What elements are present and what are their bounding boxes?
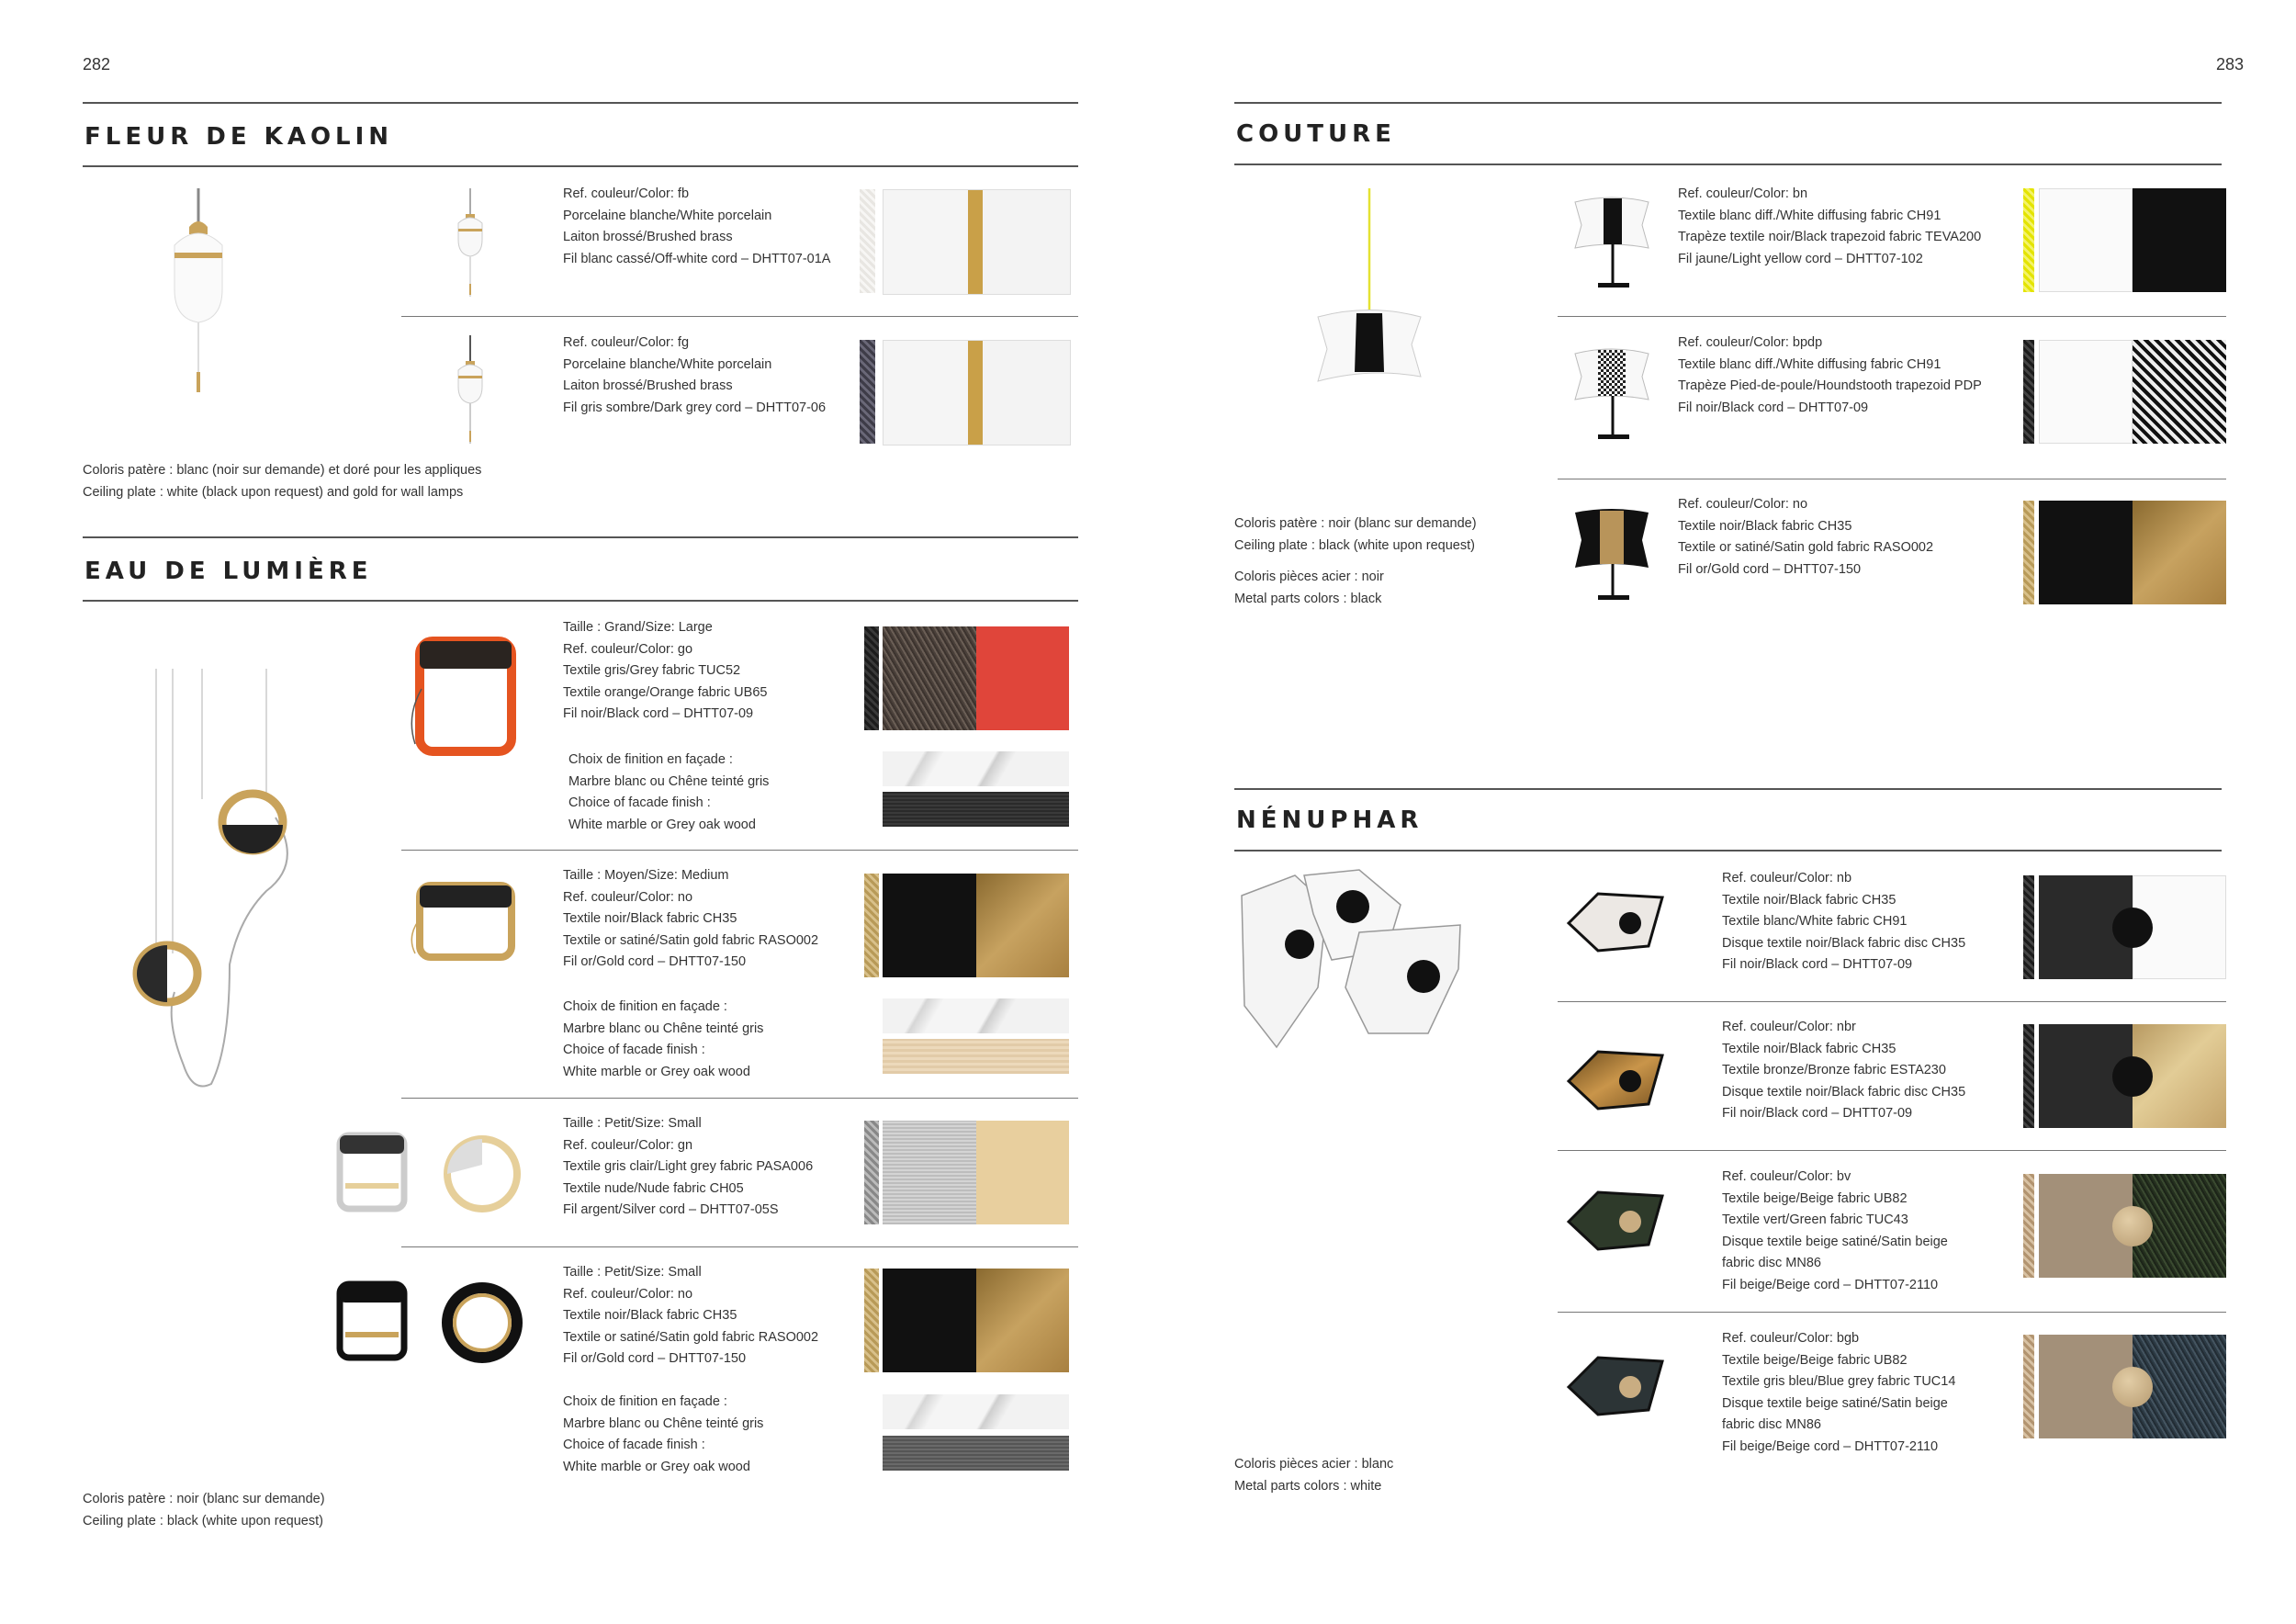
row-divider bbox=[1558, 1001, 2226, 1002]
material-swatch-porcelain-brass bbox=[883, 189, 1071, 295]
spec-line: Porcelaine blanche/White porcelain bbox=[563, 356, 772, 372]
fabric-swatch-satin-gold bbox=[2133, 501, 2226, 604]
nenuphar-variant-bgb-specs bbox=[1722, 1328, 1955, 1458]
spec-line: Fil beige/Beige cord – DHTT07-2110 bbox=[1722, 1277, 1939, 1292]
spec-line: fabric disc MN86 bbox=[1722, 1256, 1821, 1270]
section-divider bbox=[83, 600, 1078, 602]
fabric-swatch-black bbox=[883, 874, 976, 977]
eau-de-lumiere-small-no-finish bbox=[563, 1392, 763, 1478]
cord-swatch-black bbox=[2023, 1024, 2034, 1128]
spec-line: Textile noir/Black fabric CH35 bbox=[1722, 892, 1896, 908]
section-divider bbox=[1234, 850, 2222, 851]
disc-swatch-beige bbox=[2112, 1206, 2153, 1246]
spec-line: Ref. couleur/Color: nb bbox=[1722, 871, 1852, 885]
nenuphar-nb-image bbox=[1561, 886, 1671, 960]
finish-swatch-grey-oak bbox=[883, 792, 1069, 827]
cord-swatch-gold bbox=[864, 1269, 879, 1372]
nenuphar-bgb-image bbox=[1561, 1350, 1671, 1424]
row-divider bbox=[1558, 1150, 2226, 1151]
spec-line: Disque textile beige satiné/Satin beige bbox=[1722, 1395, 1948, 1411]
spec-line: fabric disc MN86 bbox=[1722, 1417, 1821, 1432]
spec-line: Taille : Petit/Size: Small bbox=[563, 1265, 702, 1280]
spec-line: Taille : Moyen/Size: Medium bbox=[563, 868, 729, 883]
spec-line: Textile noir/Black fabric CH35 bbox=[1722, 1041, 1896, 1056]
spec-line: Textile bronze/Bronze fabric ESTA230 bbox=[1722, 1063, 1946, 1077]
spec-line: Porcelaine blanche/White porcelain bbox=[563, 208, 772, 223]
fleur-de-kaolin-note bbox=[83, 460, 481, 503]
fabric-swatch-grey bbox=[883, 626, 976, 730]
finish-line: White marble or Grey oak wood bbox=[563, 1459, 750, 1474]
spec-line: Textile noir/Black fabric CH35 bbox=[563, 911, 737, 926]
fleur-de-kaolin-fg-image bbox=[452, 335, 489, 445]
spec-line: Fil or/Gold cord – DHTT07-150 bbox=[1678, 561, 1862, 577]
section-title-fleur-de-kaolin: FLEUR DE KAOLIN bbox=[84, 123, 394, 151]
fabric-swatch-black bbox=[883, 1269, 976, 1372]
fabric-swatch-light-grey bbox=[883, 1121, 976, 1224]
spec-line: Textile blanc diff./White diffusing fabric CH91 bbox=[1678, 356, 1941, 372]
spec-line: Fil noir/Black cord – DHTT07-09 bbox=[1722, 1106, 1913, 1121]
couture-pendant-image bbox=[1309, 188, 1437, 390]
spec-line: Textile blanc diff./White diffusing fabric CH91 bbox=[1678, 208, 1941, 223]
row-divider bbox=[401, 850, 1078, 851]
spec-line: Ref. couleur/Color: fg bbox=[563, 335, 690, 350]
spec-line: Fil blanc cassé/Off-white cord – DHTT07-01A bbox=[563, 251, 831, 266]
spec-line: Trapèze Pied-de-poule/Houndstooth trapezoid PDP bbox=[1678, 378, 1982, 393]
fabric-swatch-white bbox=[2039, 340, 2133, 444]
fleur-de-kaolin-variant-fb-specs bbox=[563, 184, 830, 270]
section-title-eau-de-lumiere: EAU DE LUMIÈRE bbox=[84, 558, 373, 585]
spec-line: Laiton brossé/Brushed brass bbox=[563, 378, 733, 393]
spec-line: Textile blanc/White fabric CH91 bbox=[1722, 914, 1908, 929]
eau-de-lumiere-small-gn-image bbox=[321, 1128, 523, 1220]
eau-de-lumiere-small-no-image bbox=[321, 1277, 523, 1369]
spec-line: Taille : Grand/Size: Large bbox=[563, 620, 713, 635]
eau-de-lumiere-small-no-specs bbox=[563, 1262, 818, 1370]
fabric-swatch-orange bbox=[976, 626, 1069, 730]
row-divider bbox=[401, 316, 1078, 317]
spec-line: Trapèze textile noir/Black trapezoid fabric TEVA200 bbox=[1678, 230, 1982, 244]
nenuphar-note bbox=[1234, 1454, 1393, 1497]
note-line: Coloris pièces acier : noir bbox=[1234, 570, 1384, 584]
spec-line: Textile or satiné/Satin gold fabric RASO002 bbox=[563, 1329, 819, 1345]
couture-note-metal bbox=[1234, 567, 1384, 610]
fabric-swatch-white bbox=[2039, 188, 2133, 292]
spec-line: Fil argent/Silver cord – DHTT07-05S bbox=[563, 1202, 779, 1217]
fabric-swatch-black bbox=[2133, 188, 2226, 292]
fabric-swatch-satin-gold bbox=[976, 874, 1069, 977]
eau-de-lumiere-note bbox=[83, 1489, 325, 1532]
spec-line: Ref. couleur/Color: no bbox=[563, 889, 693, 905]
spec-line: Disque textile beige satiné/Satin beige bbox=[1722, 1234, 1948, 1249]
note-line: Coloris patère : noir (blanc sur demande) bbox=[1234, 516, 1477, 531]
note-line: Ceiling plate : black (white upon request) bbox=[83, 1513, 323, 1528]
spec-line: Fil noir/Black cord – DHTT07-09 bbox=[563, 706, 754, 721]
spec-line: Ref. couleur/Color: gn bbox=[563, 1137, 693, 1153]
spec-line: Laiton brossé/Brushed brass bbox=[563, 230, 733, 244]
row-divider bbox=[401, 1246, 1078, 1247]
eau-de-lumiere-large-finish bbox=[568, 750, 769, 836]
couture-variant-bn-specs bbox=[1678, 184, 1981, 270]
spec-line: Disque textile noir/Black fabric disc CH35 bbox=[1722, 1084, 1966, 1100]
spec-line: Ref. couleur/Color: fb bbox=[563, 186, 690, 201]
couture-variant-no-specs bbox=[1678, 494, 1933, 581]
couture-variant-bpdp-specs bbox=[1678, 333, 1982, 419]
section-divider bbox=[1234, 164, 2222, 165]
eau-de-lumiere-medium-specs bbox=[563, 865, 818, 974]
finish-line: Marbre blanc ou Chêne teinté gris bbox=[568, 773, 770, 789]
nenuphar-variant-nb-specs bbox=[1722, 868, 1965, 976]
disc-swatch-black bbox=[2112, 1056, 2153, 1097]
note-line: Coloris pièces acier : blanc bbox=[1234, 1457, 1394, 1472]
spec-line: Ref. couleur/Color: no bbox=[1678, 497, 1808, 512]
fleur-de-kaolin-variant-fg-specs bbox=[563, 333, 826, 419]
page-number-right: 283 bbox=[2216, 55, 2245, 73]
eau-de-lumiere-small-gn-specs bbox=[563, 1113, 813, 1222]
finish-line: Marbre blanc ou Chêne teinté gris bbox=[563, 1415, 764, 1431]
eau-de-lumiere-cluster-image bbox=[129, 661, 303, 1093]
nenuphar-nbr-image bbox=[1561, 1044, 1671, 1118]
material-swatch-porcelain-brass bbox=[883, 340, 1071, 445]
cord-swatch-beige bbox=[2023, 1174, 2034, 1278]
row-divider bbox=[1558, 316, 2226, 317]
spec-line: Textile orange/Orange fabric UB65 bbox=[563, 684, 768, 700]
section-divider bbox=[83, 102, 1078, 104]
finish-line: Choice of facade finish : bbox=[563, 1438, 705, 1452]
spec-line: Ref. couleur/Color: bn bbox=[1678, 186, 1808, 201]
fabric-swatch-black bbox=[2039, 501, 2133, 604]
spec-line: Fil jaune/Light yellow cord – DHTT07-102 bbox=[1678, 251, 1923, 266]
row-divider bbox=[1558, 1312, 2226, 1313]
disc-swatch-beige bbox=[2112, 1367, 2153, 1407]
note-line: Ceiling plate : white (black upon request) and gold for wall lamps bbox=[83, 484, 464, 500]
spec-line: Fil noir/Black cord – DHTT07-09 bbox=[1678, 400, 1869, 415]
spec-line: Ref. couleur/Color: bgb bbox=[1722, 1331, 1860, 1346]
eau-de-lumiere-large-go-image bbox=[401, 634, 521, 762]
finish-swatch-oak bbox=[883, 1039, 1069, 1074]
finish-line: Marbre blanc ou Chêne teinté gris bbox=[563, 1021, 764, 1036]
finish-line: White marble or Grey oak wood bbox=[568, 817, 756, 832]
spec-line: Textile gris clair/Light grey fabric PASA006 bbox=[563, 1159, 814, 1174]
spec-line: Textile noir/Black fabric CH35 bbox=[563, 1308, 737, 1323]
spec-line: Textile or satiné/Satin gold fabric RASO002 bbox=[563, 932, 819, 948]
spec-line: Textile or satiné/Satin gold fabric RASO002 bbox=[1678, 540, 1934, 555]
row-divider bbox=[401, 1098, 1078, 1099]
cord-swatch-black bbox=[864, 626, 879, 730]
couture-note bbox=[1234, 513, 1477, 557]
spec-line: Textile nude/Nude fabric CH05 bbox=[563, 1180, 744, 1196]
finish-swatch-white-marble bbox=[883, 998, 1069, 1033]
spec-line: Fil gris sombre/Dark grey cord – DHTT07-06 bbox=[563, 400, 827, 415]
nenuphar-bv-image bbox=[1561, 1185, 1671, 1258]
spec-line: Textile vert/Green fabric TUC43 bbox=[1722, 1212, 1908, 1227]
eau-de-lumiere-medium-no-image bbox=[401, 880, 521, 963]
cord-swatch-off-white bbox=[860, 189, 875, 293]
finish-line: Choice of facade finish : bbox=[568, 795, 711, 810]
spec-line: Fil or/Gold cord – DHTT07-150 bbox=[563, 1351, 747, 1366]
note-line: Metal parts colors : black bbox=[1234, 591, 1382, 606]
spec-line: Textile gris/Grey fabric TUC52 bbox=[563, 663, 741, 678]
couture-bpdp-image bbox=[1570, 344, 1653, 445]
finish-swatch-grey-oak bbox=[883, 1436, 1069, 1471]
fleur-de-kaolin-pendant-image bbox=[165, 188, 239, 400]
couture-no-image bbox=[1570, 505, 1653, 606]
cord-swatch-beige bbox=[2023, 1335, 2034, 1438]
cord-swatch-yellow bbox=[2023, 188, 2034, 292]
spec-line: Textile beige/Beige fabric UB82 bbox=[1722, 1352, 1908, 1368]
fleur-de-kaolin-fb-image bbox=[452, 188, 489, 299]
finish-line: Choice of facade finish : bbox=[563, 1043, 705, 1057]
section-divider bbox=[83, 536, 1078, 538]
nenuphar-variant-bv-specs bbox=[1722, 1167, 1948, 1296]
spec-line: Ref. couleur/Color: bv bbox=[1722, 1169, 1851, 1184]
eau-de-lumiere-large-specs bbox=[563, 617, 767, 726]
finish-line: Choix de finition en façade : bbox=[563, 1394, 727, 1409]
disc-swatch-black bbox=[2112, 908, 2153, 948]
finish-swatch-white-marble bbox=[883, 1394, 1069, 1429]
note-line: Metal parts colors : white bbox=[1234, 1478, 1382, 1494]
cord-swatch-gold bbox=[864, 874, 879, 977]
fabric-swatch-satin-gold bbox=[976, 1269, 1069, 1372]
spec-line: Textile beige/Beige fabric UB82 bbox=[1722, 1190, 1908, 1206]
eau-de-lumiere-medium-finish bbox=[563, 997, 763, 1083]
spec-line: Ref. couleur/Color: bpdp bbox=[1678, 335, 1823, 350]
cord-swatch-gold bbox=[2023, 501, 2034, 604]
spec-line: Ref. couleur/Color: go bbox=[563, 641, 693, 657]
couture-bn-image bbox=[1570, 193, 1653, 294]
spec-line: Ref. couleur/Color: nbr bbox=[1722, 1020, 1856, 1034]
section-divider bbox=[1234, 788, 2222, 790]
spec-line: Disque textile noir/Black fabric disc CH35 bbox=[1722, 935, 1966, 951]
nenuphar-cluster-image bbox=[1231, 868, 1479, 1052]
cord-swatch-black bbox=[2023, 875, 2034, 979]
spec-line: Taille : Petit/Size: Small bbox=[563, 1116, 702, 1131]
fabric-swatch-houndstooth bbox=[2133, 340, 2226, 444]
spec-line: Fil noir/Black cord – DHTT07-09 bbox=[1722, 957, 1913, 972]
note-line: Coloris patère : blanc (noir sur demande) et doré pour les appliques bbox=[83, 463, 482, 478]
cord-swatch-dark-grey bbox=[860, 340, 875, 444]
finish-line: Choix de finition en façade : bbox=[563, 999, 727, 1014]
cord-swatch-black bbox=[2023, 340, 2034, 444]
spec-line: Textile noir/Black fabric CH35 bbox=[1678, 518, 1852, 534]
nenuphar-variant-nbr-specs bbox=[1722, 1017, 1965, 1125]
section-title-couture: COUTURE bbox=[1236, 120, 1396, 148]
section-divider bbox=[83, 165, 1078, 167]
fabric-swatch-nude bbox=[976, 1121, 1069, 1224]
cord-swatch-silver bbox=[864, 1121, 879, 1224]
section-title-nenuphar: NÉNUPHAR bbox=[1236, 806, 1424, 834]
page-number-left: 282 bbox=[83, 55, 111, 73]
spec-line: Textile gris bleu/Blue grey fabric TUC14 bbox=[1722, 1374, 1956, 1389]
spec-line: Fil beige/Beige cord – DHTT07-2110 bbox=[1722, 1438, 1939, 1454]
section-divider bbox=[1234, 102, 2222, 104]
spec-line: Fil or/Gold cord – DHTT07-150 bbox=[563, 954, 747, 969]
finish-line: White marble or Grey oak wood bbox=[563, 1064, 750, 1079]
finish-line: Choix de finition en façade : bbox=[568, 752, 733, 767]
spec-line: Ref. couleur/Color: no bbox=[563, 1286, 693, 1302]
note-line: Ceiling plate : black (white upon request) bbox=[1234, 537, 1475, 553]
note-line: Coloris patère : noir (blanc sur demande) bbox=[83, 1492, 325, 1506]
finish-swatch-white-marble bbox=[883, 751, 1069, 786]
